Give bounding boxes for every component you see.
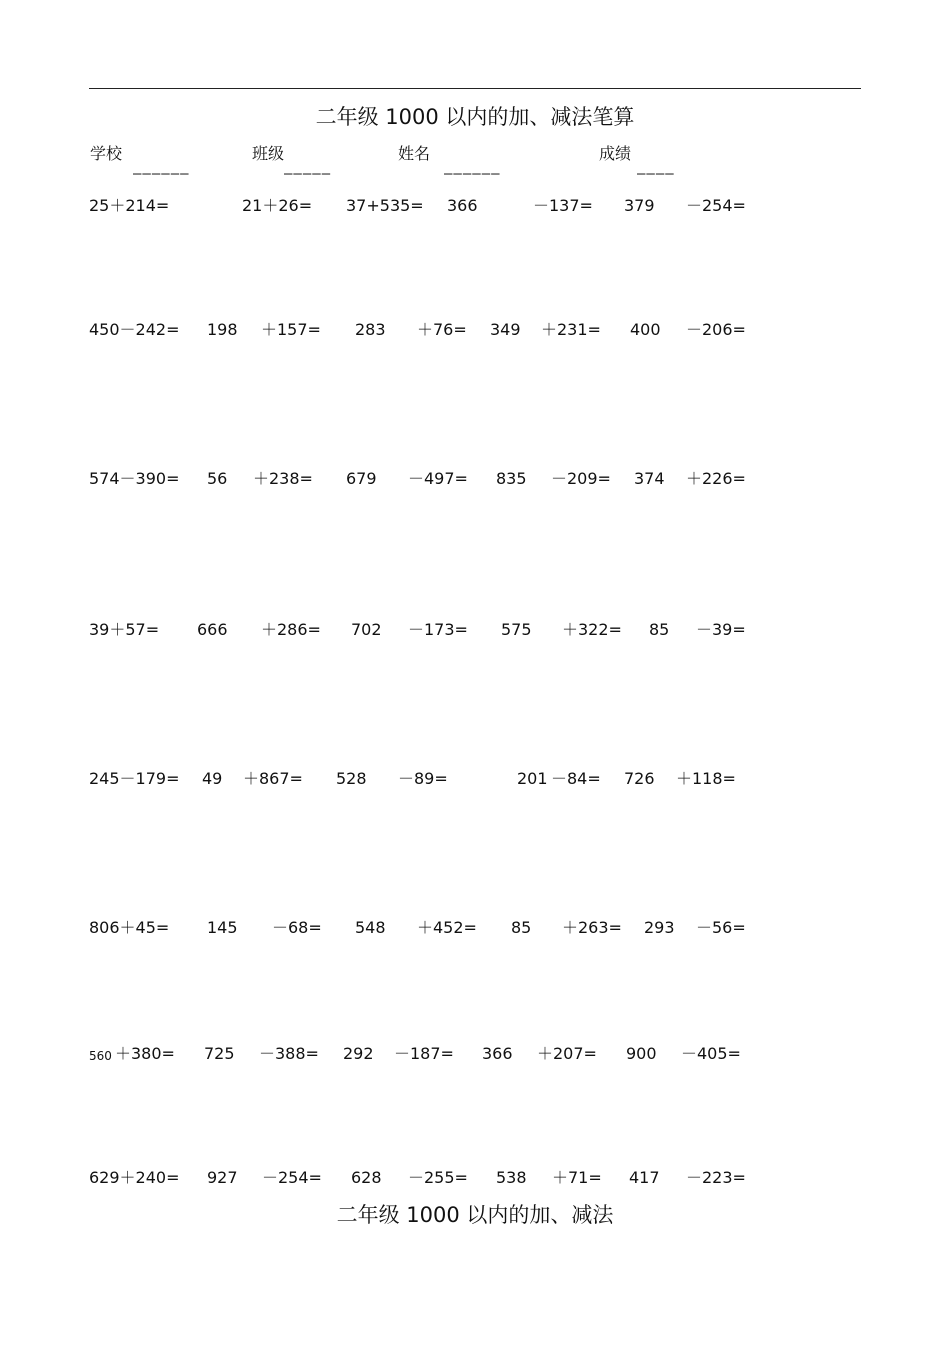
- problem-row: [0, 768, 950, 790]
- score-blank-line[interactable]: ————: [637, 166, 675, 182]
- problem-cell: －223=: [686, 1168, 746, 1187]
- problem-cell: ＋263=: [562, 918, 622, 937]
- name-label: 姓名: [398, 144, 431, 163]
- problem-row: [0, 917, 950, 939]
- problem-cell: 366: [482, 1044, 513, 1063]
- problem-cell: ＋867=: [243, 769, 303, 788]
- problem-cell: －84=: [551, 769, 601, 788]
- top-rule: [89, 88, 861, 89]
- problem-cell: 538: [496, 1168, 527, 1187]
- score-label: 成绩: [599, 144, 632, 163]
- problem-cell: 725: [204, 1044, 235, 1063]
- problem-cell: －254=: [686, 196, 746, 215]
- class-label: 班级: [252, 144, 285, 163]
- problem-cell: 56: [207, 469, 228, 488]
- problem-cell: 85: [649, 620, 670, 639]
- name-blank-line[interactable]: ——————: [444, 166, 501, 182]
- problem-cell: －89=: [398, 769, 448, 788]
- problem-cell: －497=: [408, 469, 468, 488]
- problem-cell: ＋286=: [261, 620, 321, 639]
- problem-cell: 806＋45=: [89, 918, 170, 937]
- problem-cell: ＋238=: [253, 469, 313, 488]
- problem-row: [0, 1043, 950, 1065]
- problem-cell: 574－390=: [89, 469, 180, 488]
- page-title: 二年级 1000 以内的加、减法笔算: [315, 105, 635, 129]
- problem-cell: ＋207=: [537, 1044, 597, 1063]
- problem-cell: －56=: [696, 918, 746, 937]
- problem-cell: 927: [207, 1168, 238, 1187]
- problem-cell: 85: [511, 918, 532, 937]
- problem-cell: 575: [501, 620, 532, 639]
- problem-cell: －254=: [262, 1168, 322, 1187]
- problem-cell: 366: [447, 196, 478, 215]
- problem-cell: 400: [630, 320, 661, 339]
- problem-cell: 379: [624, 196, 655, 215]
- problem-cell: ＋226=: [686, 469, 746, 488]
- problem-cell: 900: [626, 1044, 657, 1063]
- problem-row: [0, 195, 950, 217]
- problem-cell: 21＋26=: [242, 196, 313, 215]
- class-blank-line[interactable]: —————: [284, 166, 332, 182]
- problem-cell: －39=: [696, 620, 746, 639]
- problem-cell: 25＋214=: [89, 196, 170, 215]
- problem-cell: －137=: [533, 196, 593, 215]
- problem-cell: ＋452=: [417, 918, 477, 937]
- problem-cell: 245－179=: [89, 769, 180, 788]
- problem-cell: 726: [624, 769, 655, 788]
- problem-cell: 679: [346, 469, 377, 488]
- school-blank-line[interactable]: ——————: [133, 166, 190, 182]
- problem-cell: 37+535=: [346, 196, 424, 215]
- problem-cell: －388=: [259, 1044, 319, 1063]
- problem-cell: 283: [355, 320, 386, 339]
- problem-cell: 49: [202, 769, 223, 788]
- problem-cell: 349: [490, 320, 521, 339]
- problem-cell: 374: [634, 469, 665, 488]
- problem-cell: －173=: [408, 620, 468, 639]
- problem-cell: 835: [496, 469, 527, 488]
- problem-cell: 666: [197, 620, 228, 639]
- problem-cell: 292: [343, 1044, 374, 1063]
- problem-cell: 450－242=: [89, 320, 180, 339]
- problem-cell: －405=: [681, 1044, 741, 1063]
- problem-cell: ＋322=: [562, 620, 622, 639]
- problem-cell: 293: [644, 918, 675, 937]
- problem-cell: 548: [355, 918, 386, 937]
- problem-cell: 39＋57=: [89, 620, 160, 639]
- problem-cell: －255=: [408, 1168, 468, 1187]
- problem-cell: ＋157=: [261, 320, 321, 339]
- problem-cell: 145: [207, 918, 238, 937]
- problem-row: [0, 468, 950, 490]
- school-label: 学校: [90, 144, 123, 163]
- problem-cell: －68=: [272, 918, 322, 937]
- problem-cell: 198: [207, 320, 238, 339]
- problem-cell: 629＋240=: [89, 1168, 180, 1187]
- problem-cell: －209=: [551, 469, 611, 488]
- problem-row: [0, 319, 950, 341]
- problem-cell: ＋76=: [417, 320, 467, 339]
- problem-cell: 628: [351, 1168, 382, 1187]
- problem-cell: 528: [336, 769, 367, 788]
- problem-cell: ＋380=: [115, 1044, 175, 1063]
- problem-cell: ＋118=: [676, 769, 736, 788]
- problem-row: [0, 1167, 950, 1189]
- problem-cell: 702: [351, 620, 382, 639]
- problem-cell: ＋231=: [541, 320, 601, 339]
- problem-cell: 560: [89, 1049, 112, 1063]
- problem-cell: 417: [629, 1168, 660, 1187]
- problem-cell: 201: [517, 769, 548, 788]
- problem-row: [0, 619, 950, 641]
- problem-cell: －206=: [686, 320, 746, 339]
- student-info-header: [0, 143, 950, 167]
- problem-cell: ＋71=: [552, 1168, 602, 1187]
- problem-cell: －187=: [394, 1044, 454, 1063]
- section-title: 二年级 1000 以内的加、减法: [336, 1203, 614, 1227]
